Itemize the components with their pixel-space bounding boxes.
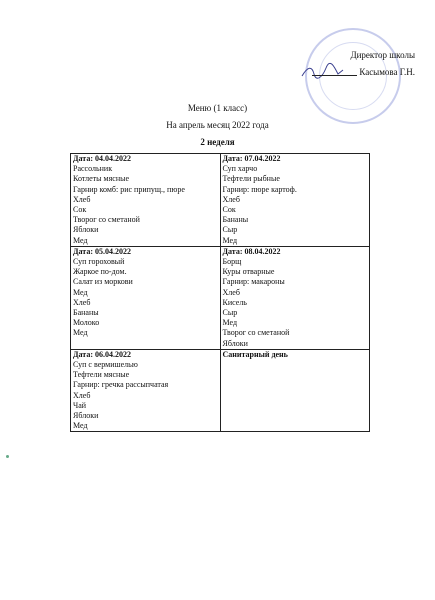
day-cell: [71, 246, 221, 349]
menu-item: Суп гороховый: [73, 257, 125, 267]
menu-item: Яблоки: [73, 411, 99, 421]
menu-item: Суп с вермишелью: [73, 360, 138, 370]
day-date: Дата: 08.04.2022: [222, 246, 281, 256]
menu-item: Мед: [73, 235, 88, 245]
menu-week: 2 неделя: [200, 137, 235, 147]
approval-title: Директор школы: [350, 50, 415, 60]
day-cell: [71, 349, 221, 432]
menu-table: [70, 153, 370, 432]
menu-item: Сыр: [222, 308, 238, 318]
menu-item: Сок: [73, 205, 87, 215]
menu-item: Суп харчо: [222, 164, 258, 174]
approval-block: [312, 47, 415, 81]
day-date: Дата: 06.04.2022: [73, 349, 131, 359]
menu-item: Творог со сметаной: [73, 215, 140, 225]
menu-item: Гарнир: пюре картоф.: [222, 184, 297, 194]
menu-item: Тефтели рыбные: [222, 174, 280, 184]
sanitary-day: Санитарный день: [222, 349, 288, 359]
menu-item: Мед: [222, 318, 238, 328]
menu-item: Хлеб: [73, 194, 91, 204]
menu-item: Кисель: [222, 297, 247, 307]
menu-item: Мед: [73, 287, 88, 297]
menu-item: Салат из моркови: [73, 277, 133, 287]
menu-item: Гарнир: макароны: [222, 277, 285, 287]
menu-item: Бананы: [73, 308, 99, 318]
table-row: [71, 246, 370, 349]
menu-item: Борщ: [222, 257, 242, 267]
menu-item: Гарнир: гречка рассыпчатая: [73, 380, 169, 390]
approval-name: Касымова Г.Н.: [359, 67, 415, 77]
menu-item: Яблоки: [73, 225, 99, 235]
menu-item: Хлеб: [73, 390, 91, 400]
table-row: [71, 154, 370, 247]
day-cell: [220, 154, 370, 247]
approval-name-line: [312, 64, 415, 81]
menu-item: Мед: [73, 421, 88, 431]
menu-item: Сок: [222, 205, 236, 215]
day-cell: [71, 154, 221, 247]
menu-item: Хлеб: [222, 194, 240, 204]
table-row: [71, 349, 370, 432]
scan-mark: [6, 455, 9, 458]
menu-item: Тефтели мясные: [73, 370, 130, 380]
menu-item: Мед: [222, 235, 238, 245]
day-date: Дата: 04.04.2022: [73, 154, 131, 163]
menu-item: Хлеб: [73, 297, 91, 307]
menu-item: Чай: [73, 400, 87, 410]
day-date: Дата: 05.04.2022: [73, 246, 131, 256]
menu-period: На апрель месяц 2022 года: [166, 120, 269, 130]
day-cell: [220, 349, 370, 432]
day-cell: [220, 246, 370, 349]
menu-item: Котлеты мясные: [73, 174, 130, 184]
day-date: Дата: 07.04.2022: [222, 154, 281, 163]
signature-line: [312, 75, 357, 76]
menu-item: Бананы: [222, 215, 249, 225]
menu-item: Рассольник: [73, 164, 113, 174]
menu-item: Гарнир комб: рис припущ., пюре: [73, 184, 185, 194]
menu-item: Сыр: [222, 225, 238, 235]
menu-item: Молоко: [73, 318, 100, 328]
menu-item: Творог со сметаной: [222, 328, 290, 338]
menu-item: Яблоки: [222, 338, 248, 348]
menu-item: Хлеб: [222, 287, 240, 297]
menu-item: Жаркое по-дом.: [73, 267, 127, 277]
menu-title: Меню (1 класс): [187, 103, 248, 113]
menu-item: Куры отварные: [222, 267, 275, 277]
menu-item: Мед: [73, 328, 88, 338]
